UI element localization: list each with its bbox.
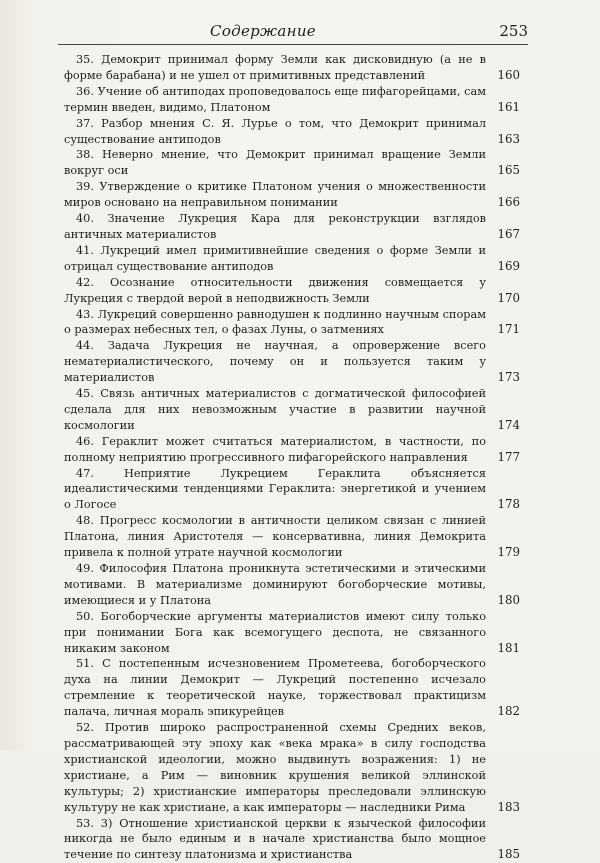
toc-entry: [64, 816, 520, 863]
toc-entry-page: 177: [497, 450, 520, 466]
toc-entry: [64, 243, 520, 275]
toc-entry-page: 185: [497, 847, 520, 863]
toc-entry-text: 36. Учение об антиподах проповедовалось еще пифагорейцами, сам термин введен, видимо, Платоном: [64, 84, 520, 116]
toc-entry: [64, 720, 520, 815]
toc-entry-page: 163: [497, 132, 520, 148]
toc-entry-text: 53. 3) Отношение христианской церкви к языческой философии никогда не было единым и в начале христианства было мощное течение по синтезу платонизма и христианства: [64, 816, 520, 863]
toc-entry: [64, 513, 520, 561]
toc-entry: [64, 466, 520, 514]
toc-entry: [64, 609, 520, 657]
toc-entry-text: 40. Значение Лукреция Кара для реконструкции взглядов античных материалистов: [64, 211, 520, 243]
toc-entry: [64, 307, 520, 339]
toc-entry-text: 38. Неверно мнение, что Демокрит принимал вращение Земли вокруг оси: [64, 147, 520, 179]
toc-entry: [64, 116, 520, 148]
toc-entry: [64, 386, 520, 434]
header-title: Содержание: [58, 22, 468, 40]
toc-entry: [64, 561, 520, 609]
toc-entry-text: 48. Прогресс космологии в античности целиком связан с линией Платона, линия Аристотеля — консервативна, линия Демокрита привела к полной утрате научной космологии: [64, 513, 520, 561]
toc-entry: [64, 275, 520, 307]
toc-entry-page: 165: [497, 163, 520, 179]
toc-entry-page: 160: [497, 68, 520, 84]
toc-entry-page: 171: [497, 322, 520, 338]
toc-entry-page: 167: [497, 227, 520, 243]
toc-entry-page: 170: [497, 291, 520, 307]
toc-entry-page: 161: [497, 100, 520, 116]
toc-entry-text: 44. Задача Лукреция не научная, а опровержение всего нематериалистического, почему он и пользуется таким у материалистов: [64, 338, 520, 386]
toc-entry-page: 179: [497, 545, 520, 561]
toc-entry-text: 39. Утверждение о критике Платоном учения о множественности миров основано на неправильном понимании: [64, 179, 520, 211]
toc-entry-page: 178: [497, 497, 520, 513]
toc-entry-text: 43. Лукреций совершенно равнодушен к подлинно научным спорам о размерах небесных тел, о фазах Луны, о затмениях: [64, 307, 520, 339]
toc-entry-text: 46. Гераклит может считаться материалистом, в частности, по полному неприятию прогрессивного пифагорейского направления: [64, 434, 520, 466]
toc-entry-page: 173: [497, 370, 520, 386]
toc-entry: [64, 147, 520, 179]
toc-entry: [64, 84, 520, 116]
table-of-contents: [64, 52, 520, 863]
running-header: [58, 18, 528, 45]
toc-entry-text: 49. Философия Платона проникнута эстетическими и этическими мотивами. В материализме доминируют богоборческие мотивы, имеющиеся и у Платона: [64, 561, 520, 609]
toc-entry-page: 181: [497, 641, 520, 657]
toc-entry-text: 52. Против широко распространенной схемы Средних веков, рассматривающей эту эпоху как «века мрака» в силу господства христианской идеологии, можно выдвинуть возражения: 1) не христиане, а Рим — виновник крушения великой эллинской культуры; 2) христианские императоры преследовали эллинскую культуру не как христиане, а как императоры — наследники Рима: [64, 720, 520, 815]
toc-entry: [64, 52, 520, 84]
toc-entry-page: 182: [497, 704, 520, 720]
toc-entry-page: 174: [497, 418, 520, 434]
toc-entry: [64, 179, 520, 211]
toc-entry-text: 41. Лукреций имел примитивнейшие сведения о форме Земли и отрицал существование антиподов: [64, 243, 520, 275]
toc-entry-text: 35. Демокрит принимал форму Земли как дисковидную (а не в форме барабана) и не ушел от примитивных представлений: [64, 52, 520, 84]
toc-entry-page: 169: [497, 259, 520, 275]
toc-entry: [64, 656, 520, 720]
header-page-number: 253: [499, 22, 528, 40]
toc-entry-text: 50. Богоборческие аргументы материалистов имеют силу только при понимании Бога как всемогущего деспота, не связанного никаким законом: [64, 609, 520, 657]
toc-entry-text: 45. Связь античных материалистов с догматической философией сделала для них невозможным участие в развитии научной космологии: [64, 386, 520, 434]
toc-entry: [64, 338, 520, 386]
toc-entry-page: 183: [497, 800, 520, 816]
toc-entry-page: 180: [497, 593, 520, 609]
toc-entry-text: 47. Неприятие Лукрецием Гераклита объясняется идеалистическими тенденциями Гераклита: энергетикой и учением о Логосе: [64, 466, 520, 514]
toc-entry-text: 37. Разбор мнения С. Я. Лурье о том, что Демокрит принимал существование антиподов: [64, 116, 520, 148]
toc-entry: [64, 434, 520, 466]
toc-entry: [64, 211, 520, 243]
toc-entry-text: 51. С постепенным исчезновением Прометеева, богоборческого духа на линии Демокрит — Лукреций постепенно исчезало стремление к теоретической науке, торжествовал практицизм палача, личная мораль эпикурейцев: [64, 656, 520, 720]
toc-entry-text: 42. Осознание относительности движения совмещается у Лукреция с твердой верой в неподвижность Земли: [64, 275, 520, 307]
toc-entry-page: 166: [497, 195, 520, 211]
